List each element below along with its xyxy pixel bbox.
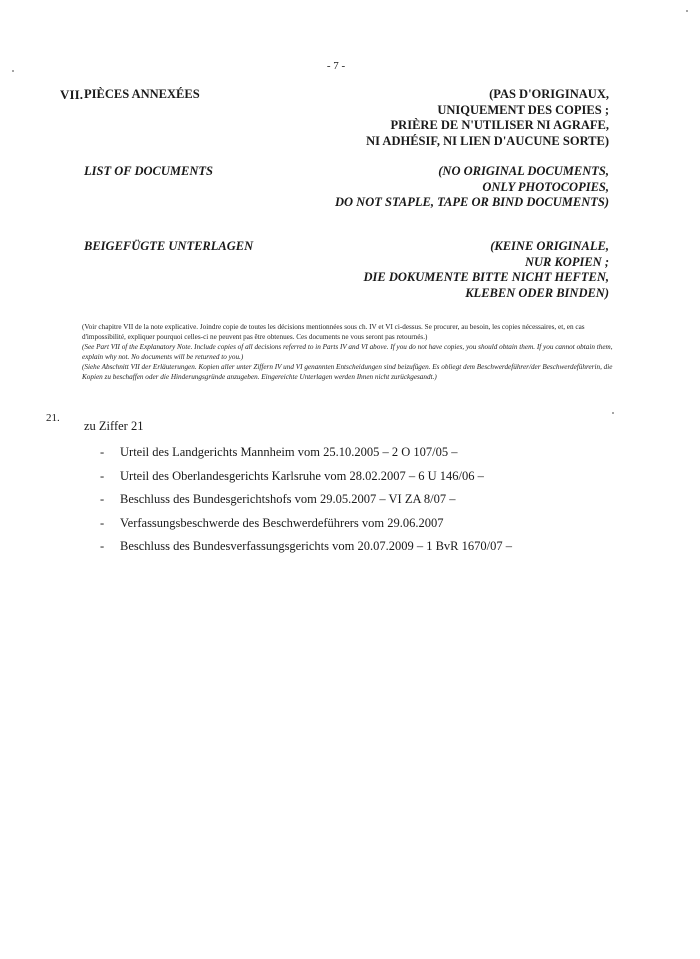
section-title-fr: PIÈCES ANNEXÉES [84,87,200,101]
page-number: - 7 - [326,60,346,72]
explanatory-instructions [82,322,622,382]
item-number: 21. [46,412,60,424]
note-de-line: (KEINE ORIGINALE, [490,239,609,253]
note-en-line: DO NOT STAPLE, TAPE OR BIND DOCUMENTS) [335,195,609,209]
list-item [100,538,512,562]
section-heading [60,87,84,103]
list-item [100,444,512,468]
scan-speck [686,10,688,12]
scan-speck [12,70,14,72]
list-item [100,515,512,539]
note-de [363,239,609,301]
item-title: zu Ziffer 21 [84,419,144,433]
section-title-de: BEIGEFÜGTE UNTERLAGEN [84,239,254,253]
document-entry: Beschluss des Bundesverfassungsgerichts vom 20.07.2009 – 1 BvR 1670/07 – [120,539,512,553]
document-list [100,444,512,562]
note-fr-line: NI ADHÉSIF, NI LIEN D'AUCUNE SORTE) [366,133,609,148]
instruction-en: (See Part VII of the Explanatory Note. Include copies of all decisions referred to in Parts IV and VI above. If you do not have copies, you should obtain them. If you cannot obtain them, explain why not. No documents will be returned to you.) [82,343,613,361]
document-entry: Verfassungsbeschwerde des Beschwerdeführers vom 29.06.2007 [120,515,444,530]
scan-speck [612,412,614,414]
dash-bullet: - [100,492,105,506]
french-attachments-block [84,87,609,151]
section-title-en: LIST OF DOCUMENTS [84,164,213,178]
dash-bullet: - [100,539,105,553]
dash-bullet: - [100,445,105,459]
note-en-line: ONLY PHOTOCOPIES, [482,179,609,194]
note-de-line: DIE DOKUMENTE BITTE NICHT HEFTEN, [363,270,609,284]
section-number: VII. [60,87,84,102]
note-de-line: KLEBEN ODER BINDEN) [465,285,609,300]
dash-bullet: - [100,515,105,530]
note-fr-line: PRIÈRE DE N'UTILISER NI AGRAFE, [390,118,609,132]
dash-bullet: - [100,468,105,483]
document-entry: Urteil des Oberlandesgerichts Karlsruhe vom 28.02.2007 – 6 U 146/06 – [120,468,484,483]
note-fr-line: UNIQUEMENT DES COPIES ; [437,102,609,117]
list-item [100,491,512,515]
list-item [100,468,512,492]
instruction-fr: (Voir chapitre VII de la note explicative. Joindre copie de toutes les décisions mentionnées sous ch. IV et VI ci-dessus. Se procurer, au besoin, les copies nécessaires, et, en cas d'impossibilité, expliquer pourquoi celles-ci ne peuvent pas être obtenues. Ces documents ne vous seront pas retournés.) [82,323,585,341]
instruction-de: (Siehe Abschnitt VII der Erläuterungen. Kopien aller unter Ziffern IV und VI genannten Entscheidungen sind beizufügen. Es obliegt dem Beschwerdeführer/der Beschwerdeführerin, die Kopien zu beschaffen oder die Hinderungsgründe anzugeben. Eingereichte Unterlagen werden Ihnen nicht zurückgesandt.) [82,363,613,381]
german-attachments-block [84,239,609,303]
note-en-line: (NO ORIGINAL DOCUMENTS, [438,164,609,178]
note-en [335,164,609,211]
note-fr [366,87,609,149]
english-attachments-block [84,164,609,214]
note-fr-line: (PAS D'ORIGINAUX, [489,87,609,101]
document-entry: Urteil des Landgerichts Mannheim vom 25.10.2005 – 2 O 107/05 – [120,445,458,459]
document-entry: Beschluss des Bundesgerichtshofs vom 29.05.2007 – VI ZA 8/07 – [120,492,456,506]
note-de-line: NUR KOPIEN ; [524,254,609,269]
